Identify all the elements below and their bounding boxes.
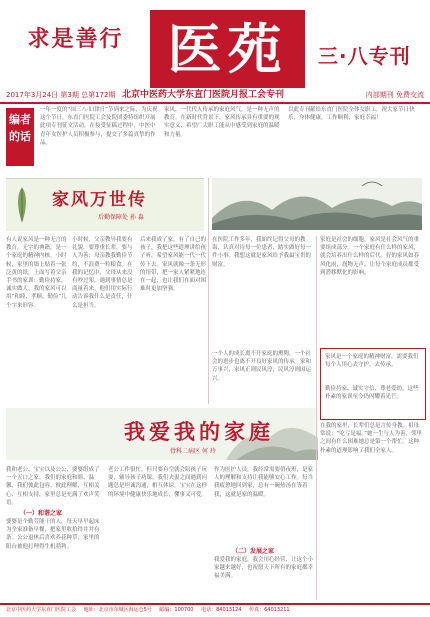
article1-column: 有人说家风是一种无言的教育，无字的典籍，是一个家庭的精神内核。小时候，家里的墙上贴着一张泛黄的纸，上面写着父亲手书的家训：勤俭持家，诚实做人。我的家风可以用“和睦、孝顺、勤俭”几个字来形容。 bbox=[6, 237, 67, 309]
footer-address: 地址：北京市东城区海运仓5号 bbox=[83, 607, 152, 613]
article1-column: 一个人的成长离不开家庭的熏陶，一个社会的进步也离不开良好家风的传承。家和万事兴，家风正则民风淳，民风淳则国运兴。 bbox=[212, 351, 312, 382]
publication-type: 内部期刊 免费交流 bbox=[365, 91, 424, 99]
footer-phone: 电话：84013124 bbox=[201, 607, 242, 613]
masthead-title-box bbox=[150, 10, 305, 88]
masthead-slogan bbox=[8, 22, 143, 56]
article1-column: 在医院工作多年，我始终记得父母的教诲，认真对待每一位患者，踏实做好每一件小事。我想这就是家风给予我最宝贵的财富。 bbox=[212, 237, 312, 268]
article2-column: 我爱我的家庭，我会用心经营，让这个小家越来越好，也祝愿天下所有的家庭都幸福美满。 bbox=[214, 557, 314, 580]
article1-title: 家风万世传 bbox=[52, 190, 147, 210]
article2-column: 我和老公、宝宝以及公公、婆婆组成了一个五口之家。我们的家庭和睦、温馨，我们彼此包容、彼此理解，互相关心、互相支持，家里总是充满了欢声笑语。 bbox=[6, 467, 100, 506]
column-divider bbox=[316, 236, 317, 600]
landscape-painting-image bbox=[212, 178, 422, 230]
article1-author: 后勤保障处 孙 淼 bbox=[98, 214, 144, 221]
footer-fax: 传真：64013211 bbox=[249, 607, 290, 613]
article1-right-column: 在我的家里，长辈们总是言传身教。祖母常说：“吃亏是福。”她一生与人为善，邻里之间有什么困难她总是第一个帮忙。这种朴素的道理影响了我们全家人。 bbox=[320, 423, 422, 454]
article2-author: 骨科二病区 何 玲 bbox=[170, 448, 216, 455]
editor-note-paragraph: 一年一度的“国三八·妇律日”节到来之际，为庆祝这个节日，东直门医院工会及院团委特组织开展此项专刊征文活动，在接受征稿过程中，中医中青年女医护人员积极参与，提交了多篇真挚的作品。 bbox=[40, 107, 158, 146]
article2-title: 我爱我的家庭 bbox=[124, 420, 274, 444]
article2-column: 老公工作很忙，但只要有空就会陪孩子玩耍，辅导孩子功课。我们夫妻之间遇到问题总是坦诚沟通，相互体谅。宝宝在这样的环境中健康快乐地成长，懂事又可爱。 bbox=[108, 467, 208, 498]
article2-column: 作为医护人员，我经常需要值夜班，是家人的理解和支持让我能够安心工作。每当我疲惫地回到家，总有一碗热汤在等着我，这就是家的温暖。 bbox=[214, 467, 314, 498]
page-footer bbox=[0, 603, 430, 617]
article2-banner bbox=[6, 408, 318, 460]
column-divider bbox=[208, 178, 209, 404]
article2-column: 婆婆是个勤劳能干的人，每天早早起床为全家准备早餐，把家里收拾得井井有条。公公退休后喜欢养花种草，家里的阳台被他打理得生机勃勃。 bbox=[6, 519, 100, 550]
bamboo-leaf-icon bbox=[12, 185, 32, 225]
issue-date: 2017年3月24日 第3期 总第172期 bbox=[6, 91, 116, 99]
issue-info-bar bbox=[0, 88, 430, 104]
editor-note-label: 编者的话 bbox=[6, 108, 34, 166]
highlight-box-text: 勤俭持家、诚实守信、尊老爱幼，这些朴素的家训至今仍闪耀着光芒。 bbox=[325, 386, 419, 401]
special-issue-label: 三·八专刊 bbox=[318, 44, 411, 68]
paper-name: 北京中医药大学东直门医院月报工会专刊 bbox=[122, 90, 285, 100]
highlight-box-text: 家风是一个家庭的精神财富，需要我们每个人用心去守护、去传承。 bbox=[325, 354, 419, 369]
slogan-text: 求是善行 bbox=[27, 26, 124, 52]
editor-note-paragraph: 以此专刊献给东直门医院全体女职工，祝大家节日快乐，身体健康，工作顺利，家庭幸福！ bbox=[288, 107, 415, 122]
footer-postcode: 邮编：100700 bbox=[159, 607, 194, 613]
article1-right-column: 家庭是社会的细胞，家风是社会风气的重要组成部分。一个家庭有什么样的家风，就会培养出什么样的后代。好的家风如春风化雨，润物无声，让每个家庭成员都受到潜移默化的影响。 bbox=[320, 237, 420, 276]
footer-publisher: 北京中医药大学东直门医院工会 bbox=[6, 607, 77, 613]
masthead-title: 医苑 bbox=[167, 17, 288, 81]
article1-highlight-box bbox=[320, 348, 426, 420]
article1-banner bbox=[6, 178, 204, 231]
editor-note-paragraph: 家风，一代代人传承的家庭风气，是一种无声的教育。在新时代背景下，家风传承具有重要的现实意义，希望广大职工能从中感受到家庭的温暖和力量。 bbox=[164, 107, 280, 138]
article1-column: 小时候，父亲教导我要有礼貌，要尊重长辈，要与人为善；母亲教我勤俭节约，不浪费一粒粮食。在我的记忆中，父母从来没有吵过架，遇到事情总是商量着来。他们用实际行动告诉我什么是责任，什么是担当。 bbox=[72, 237, 133, 309]
article2-subheading: （二）发展之家 bbox=[232, 548, 275, 555]
article2-subheading: （一）和谐之家 bbox=[20, 510, 63, 517]
article1-column: 后来我成了家，有了自己的孩子，我把这些道理讲给孩子听，希望家风能一代一代传下去。家风就像一条无形的纽带，把一家人紧紧地连在一起，也让我们在面对困难时更加坚强。 bbox=[140, 237, 206, 293]
